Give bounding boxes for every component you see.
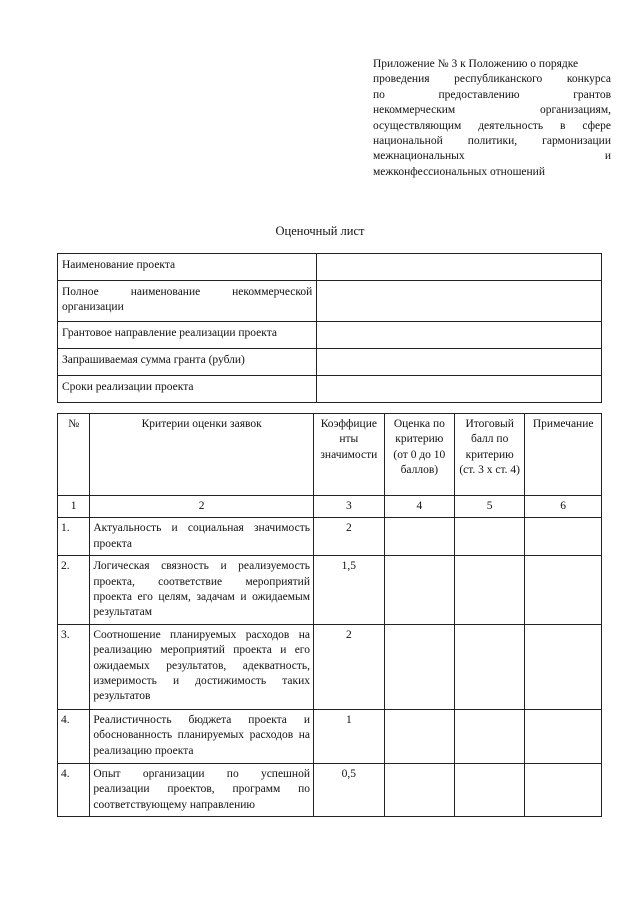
coefficient: 2 <box>313 518 384 556</box>
table-row <box>58 763 602 816</box>
criterion-text: Реалистичность бюджета проекта и обоснованность планируемых расходов на реализацию проекта <box>90 709 314 763</box>
criteria-table <box>57 413 602 817</box>
project-info-table <box>57 253 602 403</box>
column-number: 1 <box>58 496 90 518</box>
coefficient: 1 <box>313 709 384 763</box>
header-note-line: проведения республиканского конкурса <box>373 73 611 86</box>
total-cell[interactable] <box>455 518 525 556</box>
header-score: Оценка по критерию (от 0 до 10 баллов) <box>384 414 454 496</box>
table-row <box>58 322 602 349</box>
info-value[interactable] <box>317 376 602 403</box>
row-number: 3. <box>58 624 90 709</box>
info-value[interactable] <box>317 254 602 281</box>
header-total: Итоговый балл по критерию (ст. 3 х ст. 4) <box>455 414 525 496</box>
info-label: Грантовое направление реализации проекта <box>58 322 317 349</box>
total-cell[interactable] <box>455 763 525 816</box>
row-number: 4. <box>58 763 90 816</box>
header-note-line: осуществляющим деятельность в сфере <box>373 119 611 132</box>
column-number: 5 <box>455 496 525 518</box>
column-number: 6 <box>525 496 602 518</box>
info-label: Запрашиваемая сумма гранта (рубли) <box>58 349 317 376</box>
header-note-line: по предоставлению грантов <box>373 88 611 101</box>
header-note <box>373 57 611 180</box>
header-note-col: Примечание <box>525 414 602 496</box>
coefficient: 1,5 <box>313 556 384 625</box>
column-number-row <box>58 496 602 518</box>
info-value[interactable] <box>317 281 602 322</box>
table-row <box>58 254 602 281</box>
info-value[interactable] <box>317 349 602 376</box>
criterion-text: Актуальность и социальная значимость проекта <box>90 518 314 556</box>
note-cell[interactable] <box>525 763 602 816</box>
column-number: 3 <box>313 496 384 518</box>
column-number: 2 <box>90 496 314 518</box>
column-number: 4 <box>384 496 454 518</box>
header-criterion: Критерии оценки заявок <box>90 414 314 496</box>
criterion-text: Логическая связность и реализуемость проекта, соответствие мероприятий проекта его целям, задачам и ожидаемым результатам <box>90 556 314 625</box>
score-cell[interactable] <box>384 763 454 816</box>
info-label: Сроки реализации проекта <box>58 376 317 403</box>
criterion-text: Соотношение планируемых расходов на реализацию мероприятий проекта и его ожидаемых результатов, адекватность, измеримость и достижимость таких результатов <box>90 624 314 709</box>
score-cell[interactable] <box>384 709 454 763</box>
row-number: 4. <box>58 709 90 763</box>
criterion-text: Опыт организации по успешной реализации проектов, программ по соответствующему направлению <box>90 763 314 816</box>
coefficient: 2 <box>313 624 384 709</box>
row-number: 1. <box>58 518 90 556</box>
total-cell[interactable] <box>455 624 525 709</box>
header-note-line: Приложение № 3 к Положению о порядке <box>373 58 579 70</box>
header-note-line: национальной политики, гармонизации <box>373 135 611 148</box>
note-cell[interactable] <box>525 518 602 556</box>
table-row <box>58 518 602 556</box>
info-label: Наименование проекта <box>58 254 317 281</box>
table-row <box>58 376 602 403</box>
table-row <box>58 556 602 625</box>
row-number: 2. <box>58 556 90 625</box>
header-note-line: межнациональных и <box>373 150 611 163</box>
table-row <box>58 624 602 709</box>
note-cell[interactable] <box>525 556 602 625</box>
total-cell[interactable] <box>455 556 525 625</box>
note-cell[interactable] <box>525 624 602 709</box>
table-row <box>58 281 602 322</box>
table-row <box>58 709 602 763</box>
header-num: № <box>58 414 90 496</box>
score-cell[interactable] <box>384 518 454 556</box>
page-title: Оценочный лист <box>275 224 365 238</box>
header-note-line: межконфессиональных отношений <box>373 165 545 178</box>
note-cell[interactable] <box>525 709 602 763</box>
table-header-row <box>58 414 602 496</box>
info-value[interactable] <box>317 322 602 349</box>
info-label: Полное наименование некоммерческой организации <box>58 281 317 322</box>
header-coef: Коэффицие нты значимости <box>313 414 384 496</box>
table-row <box>58 349 602 376</box>
coefficient: 0,5 <box>313 763 384 816</box>
score-cell[interactable] <box>384 556 454 625</box>
score-cell[interactable] <box>384 624 454 709</box>
total-cell[interactable] <box>455 709 525 763</box>
header-note-line: некоммерческим организациям, <box>373 104 611 117</box>
